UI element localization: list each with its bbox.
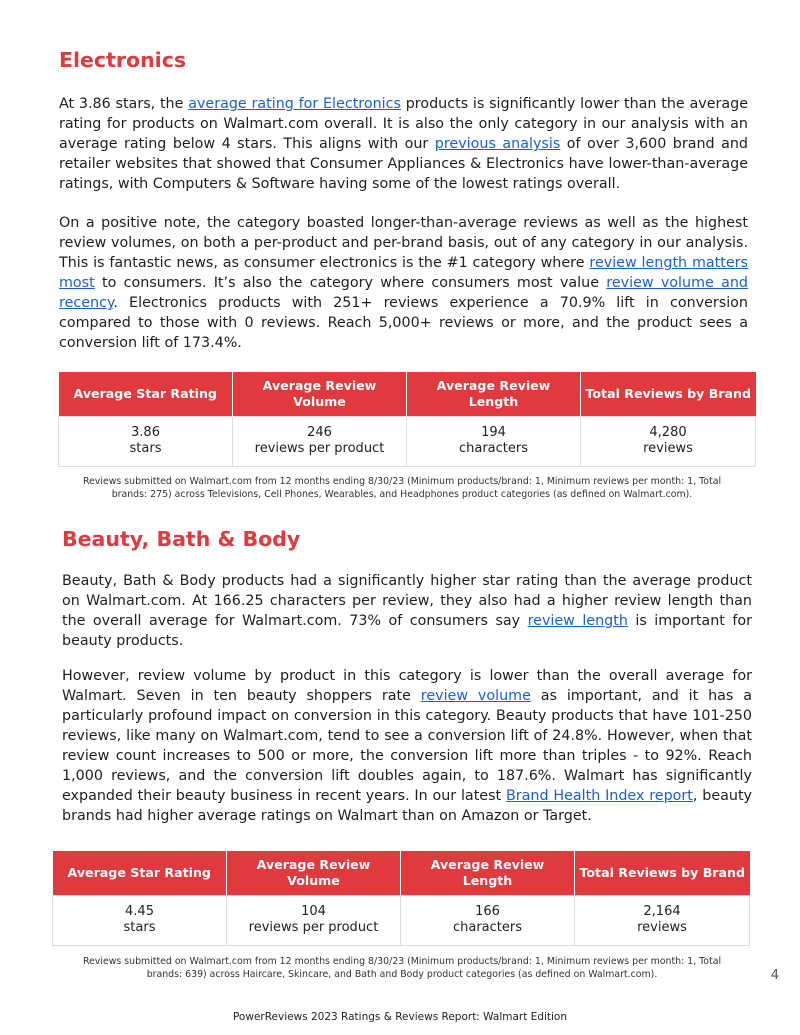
paragraph-text: products is significantly lower than the average rating for products on Walmart.com overall. It is also the only category in our analysis with an average rating below 4 stars. This aligns with our — [59, 96, 748, 152]
cell-average-star-rating: 3.86 stars — [59, 416, 233, 466]
inline-link[interactable]: review volume and recency — [59, 275, 748, 311]
inline-link[interactable]: review length matters most — [59, 255, 748, 291]
inline-link[interactable]: Brand Health Index report — [505, 788, 693, 804]
inline-link[interactable]: review length — [527, 613, 628, 629]
paragraph-text: Beauty, Bath & Body products had a significantly higher star rating than the average product on Walmart.com. At 166.25 characters per review, they also had a higher review length than the overall average for Walmart.com. 73% of consumers say — [62, 573, 752, 629]
page-footer: PowerReviews 2023 Ratings & Reviews Report: Walmart Edition — [232, 1011, 568, 1023]
section-heading: Electronics — [59, 48, 187, 72]
cell-total-reviews-by-brand: 2,164 reviews — [575, 895, 750, 945]
paragraph-text: At 3.86 stars, the — [59, 96, 189, 112]
paragraph-text: However, review volume by product in this category is lower than the overall average for Walmart. Seven in ten beauty shoppers rate — [62, 668, 752, 704]
beauty-stats-table — [52, 851, 750, 946]
paragraph-text: , beauty brands had higher average ratings on Walmart than on Amazon or Target. — [62, 788, 753, 824]
cell-average-review-volume: 246 reviews per product — [233, 416, 407, 466]
paragraph-text: to consumers. It’s also the category where consumers most value — [94, 275, 607, 291]
cell-total-reviews-by-brand: 4,280 reviews — [581, 416, 756, 466]
header-average-star-rating: Average Star Rating — [53, 851, 227, 895]
paragraph-text: as important, and it has a particularly profound impact on conversion in this category. Beauty products that have 101-250 reviews, like many on Walmart.com, tend to see a conversion lift of 24.8%. However, when that review count increases to 500 or more, the conversion lift more than triples - to 92%. Reach 1,000 reviews, and the conversion lift doubles again, to 187.6%. Walmart has significantly expanded their beauty business in recent years. In our latest — [62, 688, 752, 804]
section-heading: Beauty, Bath & Body — [62, 527, 301, 551]
beauty-paragraph-1 — [62, 571, 752, 651]
electronics-table-note: Reviews submitted on Walmart.com from 12 months ending 8/30/23 (Minimum products/brand: 1, Minimum reviews per month: 1, Total brands: 275) across Televisions, Cell Phones, Wearables, and Headphones product categories (as defined on Walmart.com). — [82, 476, 722, 500]
table-row — [53, 895, 750, 945]
paragraph-text: is important for beauty products. — [62, 613, 752, 649]
header-average-review-volume: Average Review Volume — [227, 851, 401, 895]
cell-average-review-length: 194 characters — [407, 416, 581, 466]
cell-average-review-length: 166 characters — [401, 895, 575, 945]
header-total-reviews-by-brand: Total Reviews by Brand — [575, 851, 750, 895]
header-average-review-volume: Average Review Volume — [233, 372, 407, 416]
beauty-table-note: Reviews submitted on Walmart.com from 12 months ending 8/30/23 (Minimum products/brand: 1, Minimum reviews per month: 1, Total brands: 639) across Haircare, Skincare, and Bath and Body product categories (as defined on Walmart.com). — [82, 956, 722, 980]
cell-average-star-rating: 4.45 stars — [53, 895, 227, 945]
inline-link[interactable]: average rating for Electronics — [188, 96, 401, 112]
cell-average-review-volume: 104 reviews per product — [227, 895, 401, 945]
paragraph-text: . Electronics products with 251+ reviews experience a 70.9% lift in conversion compared to those with 0 reviews. Reach 5,000+ reviews or more, and the product sees a conversion lift of 173.4%. — [59, 295, 748, 351]
paragraph-text: of over 3,600 brand and retailer websites that showed that Consumer Appliances & Electronics have lower-than-average ratings, with Computers & Software having some of the lowest ratings overall. — [59, 136, 749, 192]
paragraph-text: On a positive note, the category boasted longer-than-average reviews as well as the highest review volumes, on both a per-product and per-brand basis, out of any category in our analysis. This is fantastic news, as consumer electronics is the #1 category where — [59, 215, 748, 271]
header-average-review-length: Average Review Length — [401, 851, 575, 895]
electronics-paragraph-1 — [59, 94, 748, 194]
page-number: 4 — [770, 968, 779, 983]
electronics-stats-table — [58, 372, 756, 467]
beauty-paragraph-2 — [62, 666, 752, 826]
header-total-reviews-by-brand: Total Reviews by Brand — [581, 372, 756, 416]
inline-link[interactable]: previous analysis — [434, 136, 561, 152]
header-average-review-length: Average Review Length — [407, 372, 581, 416]
inline-link[interactable]: review volume — [420, 688, 531, 704]
table-row — [59, 416, 756, 466]
electronics-paragraph-2 — [59, 213, 748, 353]
header-average-star-rating: Average Star Rating — [59, 372, 233, 416]
